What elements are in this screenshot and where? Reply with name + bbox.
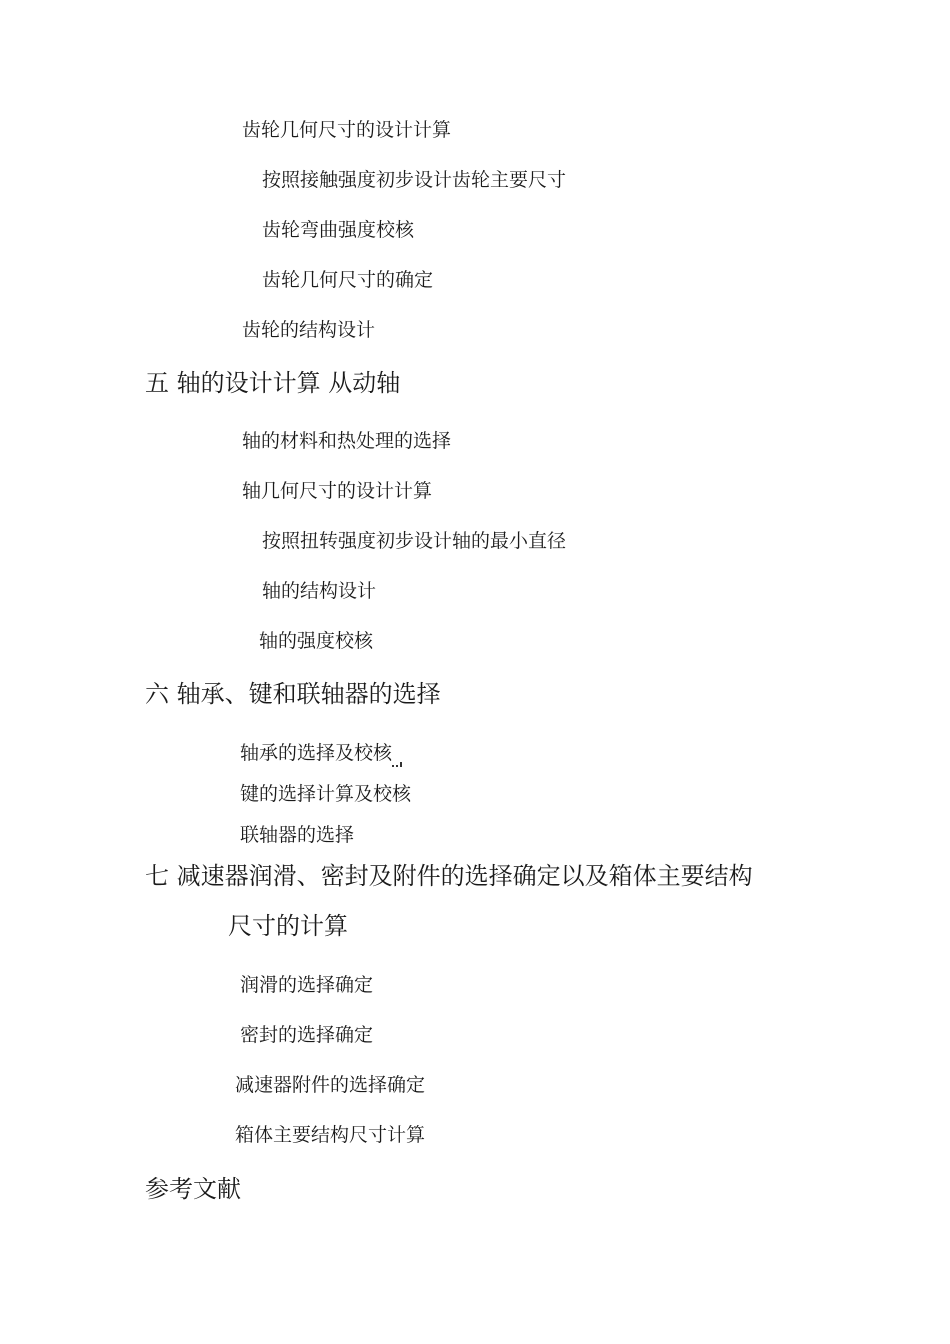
toc-entry-gear-geometry-determination: 齿轮几何尺寸的确定 — [262, 269, 434, 291]
toc-entry-accessories: 减速器附件的选择确定 — [235, 1074, 426, 1096]
toc-entry-min-diameter: 按照扭转强度初步设计轴的最小直径 — [262, 530, 567, 552]
toc-entry-shaft-structure: 轴的结构设计 — [262, 580, 377, 602]
toc-entry-bending-strength-check: 齿轮弯曲强度校核 — [262, 219, 415, 241]
toc-entry-gear-geometry-design: 齿轮几何尺寸的设计计算 — [242, 119, 452, 141]
toc-entry-contact-strength-design: 按照接触强度初步设计齿轮主要尺寸 — [262, 169, 567, 191]
toc-entry-shaft-geometry-design: 轴几何尺寸的设计计算 — [242, 480, 433, 502]
toc-section-shaft-design: 五 轴的设计计算 从动轴 — [145, 369, 401, 397]
toc-entry-coupling-selection: 联轴器的选择 — [240, 824, 355, 846]
toc-entry-key-selection: 键的选择计算及校核 — [240, 783, 412, 805]
toc-section-lubrication-sealing-cont: 尺寸的计算 — [228, 912, 348, 940]
toc-entry-gear-structure-design: 齿轮的结构设计 — [242, 319, 376, 341]
anchor-mark-icon — [392, 762, 402, 768]
toc-entry-shaft-material: 轴的材料和热处理的选择 — [242, 430, 452, 452]
toc-entry-housing-dimensions: 箱体主要结构尺寸计算 — [235, 1124, 426, 1146]
toc-entry-shaft-strength-check: 轴的强度校核 — [259, 630, 374, 652]
toc-section-references: 参考文献 — [145, 1175, 241, 1203]
toc-entry-sealing: 密封的选择确定 — [240, 1024, 374, 1046]
toc-entry-lubrication: 润滑的选择确定 — [240, 974, 374, 996]
toc-section-lubrication-sealing: 七 减速器润滑、密封及附件的选择确定以及箱体主要结构 — [145, 862, 753, 890]
toc-section-bearings-keys-couplings: 六 轴承、键和联轴器的选择 — [145, 680, 441, 708]
toc-entry-bearing-selection: 轴承的选择及校核 — [240, 742, 393, 764]
